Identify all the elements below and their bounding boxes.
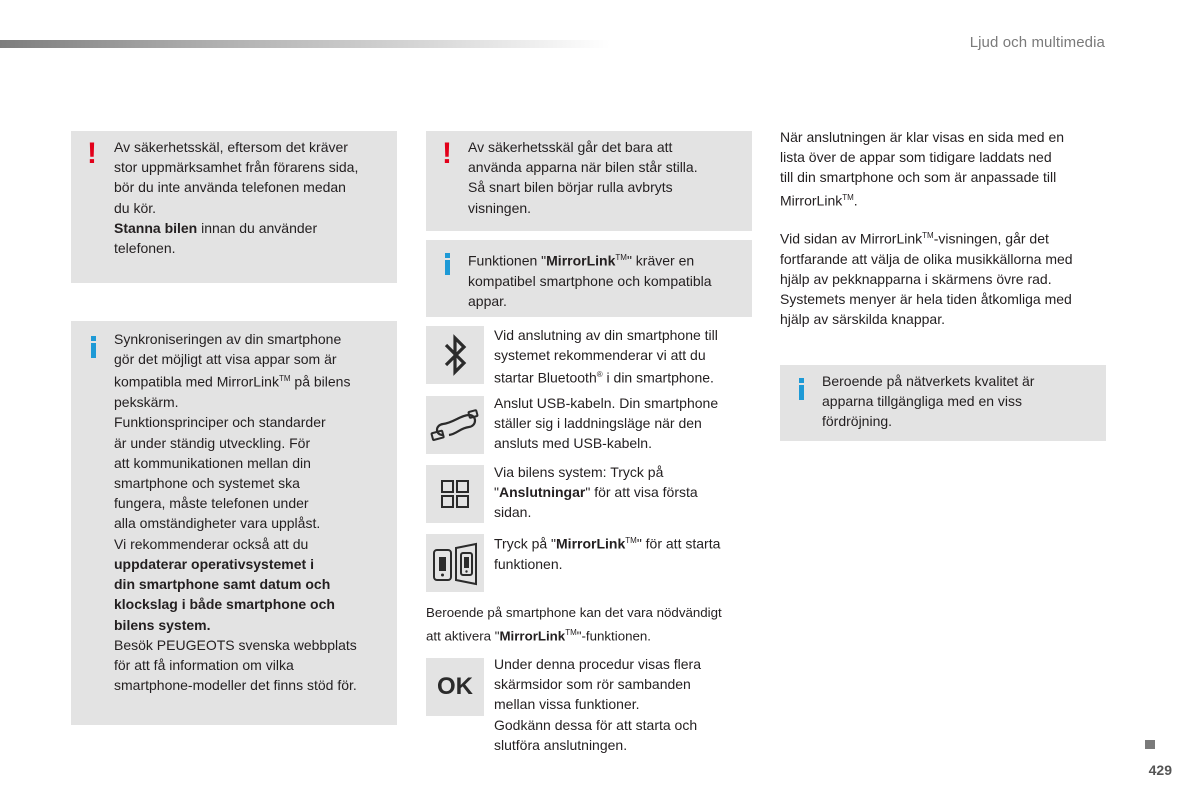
mirrorlink-icon-tile xyxy=(426,534,484,592)
music-sources-paragraph: Vid sidan av MirrorLink™-visningen, går det fortfarande att välja de olika musikkällorna med hjälp av pekknapparna i skärmens övre rad. Systemets menyer är hela tiden åtkomliga med hjälp av särskilda knappar. xyxy=(780,230,1073,328)
connections-step-text: Via bilens system: Tryck på "Anslutningar" för att visa första sidan. xyxy=(494,464,698,521)
info-text: Synkroniseringen av din smartphone gör det möjligt att visa appar som är kompatibla med MirrorLink™ på bilens pekskärm. Funktionsprinciper och standarder är under ständig utveckling. För att kommunikationen mellan din smartphone och systemet ska fungera, måste telefonen under alla omständigheter vara upplåst. Vi rekommenderar också att du uppdaterar operativsystemet i din smartphone samt datum och klockslag i både smartphone och bilens system. Besök PEUGEOTS svenska webbplats för att få information om vilka smartphone-modeller det finns stöd för. xyxy=(114,329,389,695)
bluetooth-icon-tile xyxy=(426,326,484,384)
warning-box-driving xyxy=(71,131,397,283)
usb-step-text: Anslut USB-kabeln. Din smartphone ställer sig i laddningsläge när den ansluts med USB-kabeln. xyxy=(494,395,719,452)
info-box-compatibility xyxy=(426,240,752,317)
connections-icon-tile xyxy=(426,465,484,523)
info-box-synchronization xyxy=(71,321,397,725)
warning-exclamation-icon: ! xyxy=(87,137,97,170)
info-icon xyxy=(799,378,804,400)
update-os-emphasis: uppdaterar operativsystemet i xyxy=(114,555,314,572)
warning-exclamation-icon: ! xyxy=(442,137,452,170)
bluetooth-icon xyxy=(440,333,470,377)
header-gradient-bar xyxy=(0,40,610,48)
warning-text: Av säkerhetsskäl, eftersom det kräver stor uppmärksamhet från förarens sida, bör du inte använda telefonen medan du kör. Stanna bilen innan du använder telefonen. xyxy=(114,139,359,257)
usb-cable-icon xyxy=(429,405,481,445)
smartphone-activation-note: Beroende på smartphone kan det vara nödvändigt att aktivera "MirrorLink™"-funktionen. xyxy=(426,605,722,644)
connection-complete-paragraph: När anslutningen är klar visas en sida med en lista över de appar som tidigare laddats ned till din smartphone och som är anpassade till MirrorLink™. xyxy=(780,129,1065,209)
warning-text: Av säkerhetsskäl går det bara att använda apparna när bilen står stilla. Så snart bilen börjar rulla avbryts visningen. xyxy=(468,139,698,216)
warning-box-stationary xyxy=(426,131,752,231)
mirrorlink-icon xyxy=(430,540,480,586)
section-title: Ljud och multimedia xyxy=(969,34,1105,51)
info-icon xyxy=(91,336,96,358)
info-text: Beroende på nätverkets kvalitet är apparna tillgängliga med en viss fördröjning. xyxy=(822,373,1035,430)
grid-icon xyxy=(440,479,470,509)
info-icon xyxy=(445,253,450,275)
ok-step-text: Under denna procedur visas flera skärmsidor som rör sambanden mellan vissa funktioner. Godkänn dessa för att starta och slutföra anslutningen. xyxy=(494,656,702,753)
usb-cable-icon-tile xyxy=(426,396,484,454)
ok-icon-tile xyxy=(426,658,484,716)
bluetooth-step-text: Vid anslutning av din smartphone till systemet rekommenderar vi att du startar Bluetooth® i din smartphone. xyxy=(494,327,718,387)
mirrorlink-step-text: Tryck på "MirrorLink™" för att starta funktionen. xyxy=(494,535,721,572)
ok-icon: OK xyxy=(437,673,473,700)
info-box-network-quality xyxy=(780,365,1106,441)
info-text: Funktionen "MirrorLink™" kräver en kompatibel smartphone och kompatibla appar. xyxy=(468,252,712,310)
stop-car-emphasis: Stanna bilen xyxy=(114,219,198,236)
page-number: 429 xyxy=(1148,762,1172,778)
page-corner-marker xyxy=(1145,740,1155,749)
